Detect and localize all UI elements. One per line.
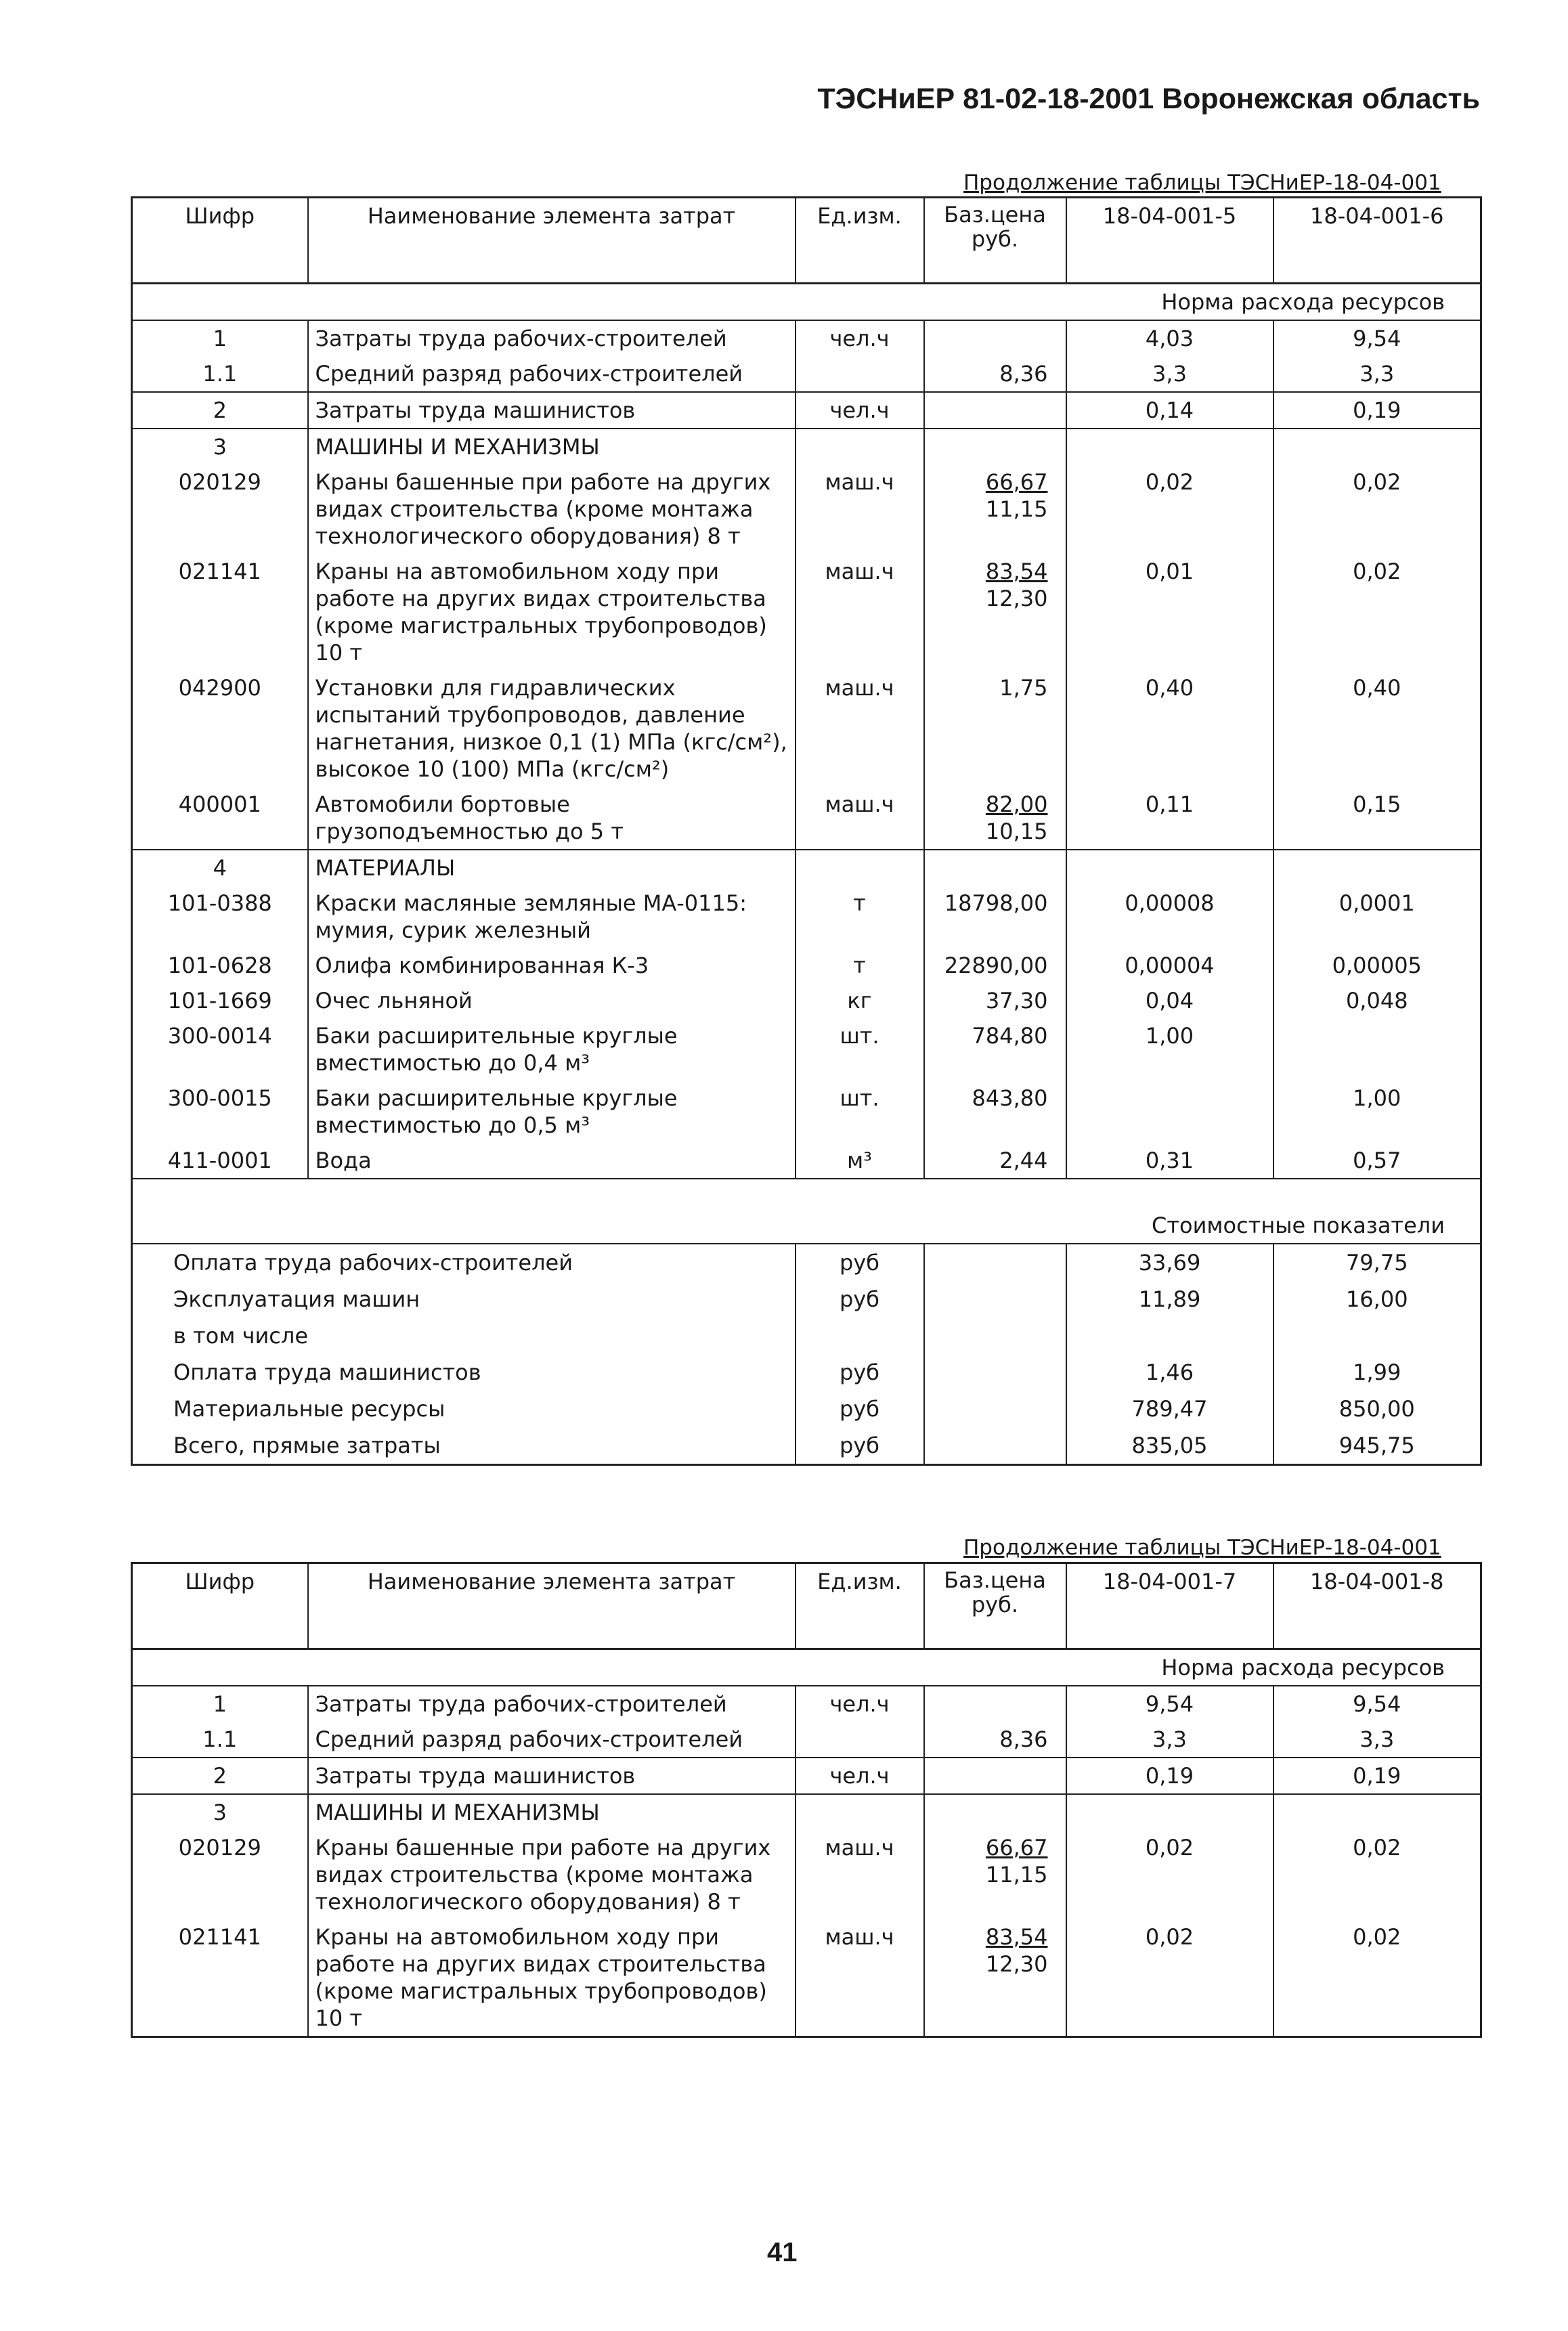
row-code: 3 — [132, 1794, 308, 1830]
row-norm-b: 0,19 — [1273, 392, 1481, 429]
row-unit: чел.ч — [796, 1686, 924, 1722]
row-base-price — [924, 1686, 1066, 1722]
table-row — [132, 1722, 1481, 1758]
norm-header-row — [132, 1649, 1481, 1686]
row-norm-b: 9,54 — [1273, 1686, 1481, 1722]
row-norm-a: 0,11 — [1066, 787, 1273, 850]
row-base-price — [924, 429, 1066, 464]
summary-empty-cell — [924, 1427, 1066, 1465]
row-norm-a: 0,00004 — [1066, 948, 1273, 983]
row-norm-b: 0,57 — [1273, 1143, 1481, 1179]
summary-value-a: 11,89 — [1066, 1281, 1273, 1317]
row-base-price — [924, 554, 1066, 670]
row-name: Затраты труда рабочих-строителей — [308, 1686, 796, 1722]
table-row — [132, 983, 1481, 1018]
row-code: 101-0388 — [167, 890, 272, 916]
row-base-price-value: 22890,00 — [944, 953, 1048, 978]
row-norm-a — [1066, 1794, 1273, 1830]
table-row — [132, 1081, 1481, 1143]
row-unit: чел.ч — [796, 320, 924, 356]
row-norm-a — [1066, 429, 1273, 464]
row-norm-a: 0,00008 — [1066, 886, 1273, 948]
row-code: 3 — [132, 429, 308, 464]
table-continuation-caption-2: Продолжение таблицы ТЭСНиЕР-18-04-001 — [963, 1535, 1441, 1560]
row-base-price — [924, 1081, 1066, 1143]
row-unit — [796, 429, 924, 464]
row-norm-b: 1,00 — [1273, 1081, 1481, 1143]
row-base-price — [924, 1919, 1066, 2037]
summary-empty-cell — [924, 1354, 1066, 1391]
summary-value-a — [1066, 1317, 1273, 1354]
row-norm-b: 3,3 — [1273, 356, 1481, 392]
row-unit: шт. — [796, 1018, 924, 1081]
row-code: 300-0014 — [167, 1023, 272, 1049]
summary-unit: руб — [796, 1391, 924, 1427]
row-base-price-value: 784,80 — [972, 1023, 1048, 1049]
row-norm-b — [1273, 1794, 1481, 1830]
row-norm-a: 0,31 — [1066, 1143, 1273, 1179]
table-row — [132, 850, 1481, 886]
row-base-price — [924, 356, 1066, 392]
row-code: 4 — [132, 850, 308, 886]
row-norm-b: 0,02 — [1273, 1919, 1481, 2037]
table-row — [132, 1018, 1481, 1081]
summary-value-b: 16,00 — [1273, 1281, 1481, 1317]
row-norm-b: 0,40 — [1273, 670, 1481, 787]
row-norm-a: 0,01 — [1066, 554, 1273, 670]
table-row — [132, 948, 1481, 983]
summary-unit: руб — [796, 1281, 924, 1317]
row-unit — [796, 1794, 924, 1830]
row-name: Баки расширительные круглые вместимостью до 0,5 м³ — [308, 1081, 796, 1143]
row-base-price — [924, 670, 1066, 787]
row-base-price — [924, 787, 1066, 850]
row-norm-a: 1,00 — [1066, 1018, 1273, 1081]
summary-row — [132, 1427, 1481, 1465]
row-norm-a: 0,14 — [1066, 392, 1273, 429]
row-unit: чел.ч — [796, 392, 924, 429]
summary-row — [132, 1317, 1481, 1354]
row-unit: маш.ч — [796, 1919, 924, 2037]
table-row — [132, 1830, 1481, 1919]
row-base-price — [924, 392, 1066, 429]
summary-value-b: 79,75 — [1273, 1244, 1481, 1281]
summary-label: Оплата труда рабочих-строителей — [173, 1250, 573, 1276]
row-unit — [796, 356, 924, 392]
col-header-unit: Ед.изм. — [796, 1563, 924, 1649]
row-unit: кг — [796, 983, 924, 1018]
row-unit: т — [796, 948, 924, 983]
row-name: Краски масляные земляные МА-0115: мумия, сурик железный — [308, 886, 796, 948]
row-norm-a: 0,19 — [1066, 1758, 1273, 1794]
row-base-price-value: 83,54 — [985, 1924, 1048, 1950]
table-row — [132, 886, 1481, 948]
row-name: Автомобили бортовые грузоподъемностью до 5 т — [308, 787, 796, 850]
row-machinist-wage: 11,15 — [985, 496, 1048, 522]
row-code: 411-0001 — [167, 1148, 272, 1173]
resource-norms-table-2 — [131, 1562, 1482, 2038]
row-code: 1 — [213, 1691, 227, 1717]
summary-row — [132, 1391, 1481, 1427]
row-norm-a — [1066, 850, 1273, 886]
col-header-unit: Ед.изм. — [796, 198, 924, 284]
row-code: 021141 — [178, 559, 261, 584]
row-norm-b: 0,0001 — [1273, 886, 1481, 948]
summary-value-b: 1,99 — [1273, 1354, 1481, 1391]
table-row — [132, 787, 1481, 850]
row-code: 020129 — [178, 1835, 261, 1860]
summary-value-b: 850,00 — [1273, 1391, 1481, 1427]
summary-row — [132, 1244, 1481, 1281]
row-name: МАТЕРИАЛЫ — [308, 850, 796, 886]
col-header-norm-a: 18-04-001-5 — [1066, 198, 1273, 284]
summary-label: Эксплуатация машин — [173, 1286, 420, 1312]
page-number: 41 — [767, 2238, 798, 2267]
row-unit: т — [796, 886, 924, 948]
row-code: 300-0015 — [167, 1085, 272, 1111]
row-code: 020129 — [178, 469, 261, 495]
row-base-price-value: 83,54 — [985, 559, 1048, 584]
table-row — [132, 464, 1481, 554]
row-norm-b: 0,02 — [1273, 464, 1481, 554]
row-machinist-wage: 10,15 — [985, 819, 1048, 844]
row-name: Вода — [308, 1143, 796, 1179]
table-row — [132, 392, 1481, 429]
row-name: Средний разряд рабочих-строителей — [308, 1722, 796, 1758]
row-base-price-value: 8,36 — [999, 361, 1048, 387]
summary-label: в том числе — [173, 1323, 308, 1349]
table-row — [132, 356, 1481, 392]
row-name: Средний разряд рабочих-строителей — [308, 356, 796, 392]
row-norm-b: 0,02 — [1273, 554, 1481, 670]
row-name: Затраты труда машинистов — [308, 1758, 796, 1794]
row-norm-a: 0,02 — [1066, 1919, 1273, 2037]
col-header-code: Шифр — [132, 198, 308, 284]
row-base-price-value: 2,44 — [999, 1148, 1048, 1173]
row-norm-a: 4,03 — [1066, 320, 1273, 356]
row-norm-b: 3,3 — [1273, 1722, 1481, 1758]
col-header-norm-a: 18-04-001-7 — [1066, 1563, 1273, 1649]
row-name: Краны на автомобильном ходу при работе на других видах строительства (кроме магистральных трубопроводов) 10 т — [308, 554, 796, 670]
row-machinist-wage: 12,30 — [985, 1951, 1048, 1977]
row-norm-a — [1066, 1081, 1273, 1143]
row-name: Баки расширительные круглые вместимостью до 0,4 м³ — [308, 1018, 796, 1081]
row-base-price — [924, 850, 1066, 886]
col-header-norm-b: 18-04-001-8 — [1273, 1563, 1481, 1649]
row-unit: маш.ч — [796, 787, 924, 850]
table-row — [132, 320, 1481, 356]
row-unit — [796, 850, 924, 886]
summary-value-a: 835,05 — [1066, 1427, 1273, 1465]
table-row — [132, 1143, 1481, 1179]
row-code: 2 — [132, 1758, 308, 1794]
norm-header-label: Норма расхода ресурсов — [132, 284, 1481, 321]
row-base-price — [924, 948, 1066, 983]
norm-header-row — [132, 284, 1481, 321]
row-name: МАШИНЫ И МЕХАНИЗМЫ — [308, 1794, 796, 1830]
row-code: 1.1 — [202, 1726, 238, 1752]
row-base-price — [924, 1830, 1066, 1919]
row-base-price-value: 66,67 — [985, 469, 1048, 495]
row-norm-b: 0,02 — [1273, 1830, 1481, 1919]
row-code: 1.1 — [202, 361, 238, 387]
row-name: Затраты труда машинистов — [308, 392, 796, 429]
row-unit: чел.ч — [796, 1758, 924, 1794]
summary-value-b — [1273, 1317, 1481, 1354]
norm-header-label: Норма расхода ресурсов — [132, 1649, 1481, 1686]
table-row — [132, 1794, 1481, 1830]
summary-row — [132, 1354, 1481, 1391]
row-norm-b: 0,00005 — [1273, 948, 1481, 983]
col-header-name: Наименование элемента затрат — [308, 198, 796, 284]
row-base-price — [924, 983, 1066, 1018]
row-name: Краны башенные при работе на других видах строительства (кроме монтажа технологического оборудования) 8 т — [308, 464, 796, 554]
row-base-price-value: 82,00 — [985, 791, 1048, 817]
row-name: Установки для гидравлических испытаний трубопроводов, давление нагнетания, низкое 0,1 (1) МПа (кгс/см²), высокое 10 (100) МПа (кгс/см²) — [308, 670, 796, 787]
summary-label: Всего, прямые затраты — [173, 1433, 441, 1458]
summary-empty-cell — [924, 1281, 1066, 1317]
row-norm-b — [1273, 1018, 1481, 1081]
summary-unit: руб — [796, 1427, 924, 1465]
summary-empty-cell — [924, 1317, 1066, 1354]
row-code: 021141 — [178, 1924, 261, 1950]
row-name: Краны на автомобильном ходу при работе на других видах строительства (кроме магистральных трубопроводов) 10 т — [308, 1919, 796, 2037]
row-name: Краны башенные при работе на других видах строительства (кроме монтажа технологического оборудования) 8 т — [308, 1830, 796, 1919]
table-1-body — [132, 320, 1481, 1179]
row-norm-b: 0,048 — [1273, 983, 1481, 1018]
row-norm-a: 0,02 — [1066, 464, 1273, 554]
row-machinist-wage: 12,30 — [985, 586, 1048, 611]
row-base-price — [924, 1758, 1066, 1794]
col-header-base-price: Баз.цена руб. — [924, 1563, 1066, 1649]
row-norm-b — [1273, 429, 1481, 464]
row-base-price — [924, 1143, 1066, 1179]
row-name: Очес льняной — [308, 983, 796, 1018]
cost-header-row — [132, 1208, 1481, 1244]
col-header-code: Шифр — [132, 1563, 308, 1649]
table-header-row — [132, 1563, 1481, 1649]
table-1-summary — [132, 1244, 1481, 1465]
table-row — [132, 1686, 1481, 1722]
col-header-norm-b: 18-04-001-6 — [1273, 198, 1481, 284]
document-title: ТЭСНиЕР 81-02-18-2001 Воронежская область — [817, 83, 1480, 115]
row-name: МАШИНЫ И МЕХАНИЗМЫ — [308, 429, 796, 464]
col-header-name: Наименование элемента затрат — [308, 1563, 796, 1649]
table-row — [132, 554, 1481, 670]
row-unit: маш.ч — [796, 670, 924, 787]
row-base-price — [924, 886, 1066, 948]
row-norm-b: 0,15 — [1273, 787, 1481, 850]
row-norm-a: 3,3 — [1066, 1722, 1273, 1758]
row-machinist-wage: 11,15 — [985, 1862, 1048, 1888]
row-name: Олифа комбинированная К-3 — [308, 948, 796, 983]
row-base-price — [924, 1794, 1066, 1830]
table-header-row — [132, 198, 1481, 284]
row-code: 1 — [213, 326, 227, 351]
table-row — [132, 429, 1481, 464]
row-norm-a: 0,04 — [1066, 983, 1273, 1018]
cost-header-label: Стоимостные показатели — [132, 1208, 1481, 1244]
row-name: Затраты труда рабочих-строителей — [308, 320, 796, 356]
row-norm-b: 9,54 — [1273, 320, 1481, 356]
row-base-price-value: 18798,00 — [944, 890, 1048, 916]
row-base-price — [924, 1018, 1066, 1081]
row-base-price-value: 843,80 — [972, 1085, 1048, 1111]
row-code: 101-0628 — [167, 953, 272, 978]
row-base-price — [924, 320, 1066, 356]
row-norm-a: 3,3 — [1066, 356, 1273, 392]
row-base-price-value: 37,30 — [985, 988, 1048, 1014]
row-unit: маш.ч — [796, 554, 924, 670]
row-norm-a: 0,40 — [1066, 670, 1273, 787]
row-code: 2 — [132, 392, 308, 429]
table-continuation-caption: Продолжение таблицы ТЭСНиЕР-18-04-001 — [963, 171, 1441, 195]
summary-unit — [796, 1317, 924, 1354]
row-base-price-value: 8,36 — [999, 1726, 1048, 1752]
row-norm-a: 9,54 — [1066, 1686, 1273, 1722]
summary-value-a: 1,46 — [1066, 1354, 1273, 1391]
row-code: 400001 — [178, 791, 261, 817]
row-base-price-value: 1,75 — [999, 675, 1048, 701]
table-row — [132, 670, 1481, 787]
row-unit: маш.ч — [796, 1830, 924, 1919]
row-base-price-value: 66,67 — [985, 1835, 1048, 1860]
summary-row — [132, 1281, 1481, 1317]
row-unit — [796, 1722, 924, 1758]
table-row — [132, 1919, 1481, 2037]
summary-label: Оплата труда машинистов — [173, 1359, 481, 1385]
summary-unit: руб — [796, 1354, 924, 1391]
row-norm-b: 0,19 — [1273, 1758, 1481, 1794]
row-code: 101-1669 — [167, 988, 272, 1014]
summary-empty-cell — [924, 1391, 1066, 1427]
summary-value-b: 945,75 — [1273, 1427, 1481, 1465]
row-unit: м³ — [796, 1143, 924, 1179]
row-unit: маш.ч — [796, 464, 924, 554]
summary-unit: руб — [796, 1244, 924, 1281]
row-unit: шт. — [796, 1081, 924, 1143]
summary-value-a: 33,69 — [1066, 1244, 1273, 1281]
table-2-body — [132, 1686, 1481, 2037]
row-base-price — [924, 464, 1066, 554]
table-row — [132, 1758, 1481, 1794]
summary-label: Материальные ресурсы — [173, 1396, 445, 1422]
col-header-base-price: Баз.цена руб. — [924, 198, 1066, 284]
row-norm-a: 0,02 — [1066, 1830, 1273, 1919]
row-norm-b — [1273, 850, 1481, 886]
summary-value-a: 789,47 — [1066, 1391, 1273, 1427]
row-base-price — [924, 1722, 1066, 1758]
summary-empty-cell — [924, 1244, 1066, 1281]
resource-norms-table-1 — [131, 196, 1482, 1466]
row-code: 042900 — [178, 675, 261, 701]
